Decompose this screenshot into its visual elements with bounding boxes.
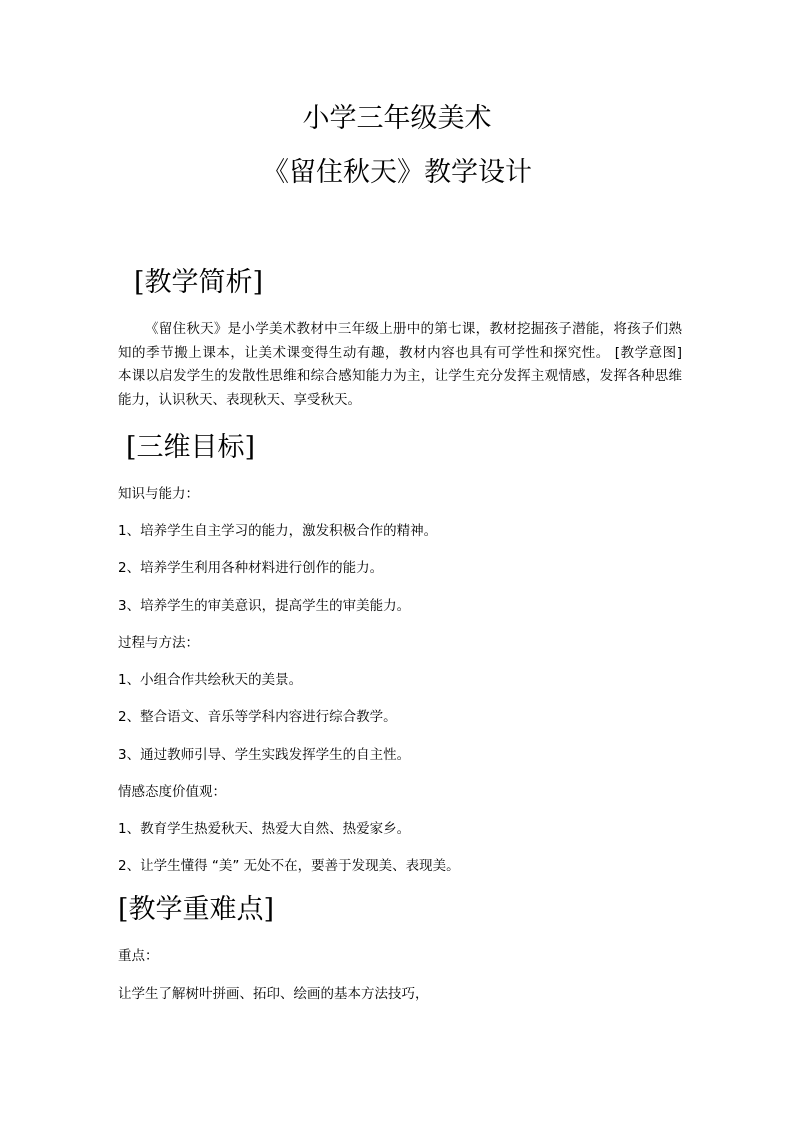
knowledge-item: 3、培养学生的审美意识，提高学生的审美能力。 <box>118 598 411 614</box>
section-heading-goals: [三维目标] <box>126 432 256 463</box>
document-title-grade: 小学三年级美术 <box>302 103 492 134</box>
knowledge-label: 知识与能力： <box>118 486 199 502</box>
emotion-label: 情感态度价值观： <box>118 784 226 800</box>
process-item: 3、通过教师引导、学生实践发挥学生的自主性。 <box>118 747 411 763</box>
key-label: 重点： <box>118 948 159 964</box>
knowledge-item: 1、培养学生自主学习的能力，激发积极合作的精神。 <box>118 523 438 539</box>
emotion-item: 2、让学生懂得 “美” 无处不在，要善于发现美、表现美。 <box>118 858 460 874</box>
document-title-lesson: 《留住秋天》教学设计 <box>262 157 532 188</box>
section-heading-intro: [教学简析] <box>134 267 264 298</box>
intro-paragraph: 《留住秋天》是小学美术教材中三年级上册中的第七课，教材挖掘孩子潜能，将孩子们熟知的季节搬上课本，让美术课变得生动有趣，教材内容也具有可学性和探究性。 [教学意图] 本课以启发学生的发散性思维和综合感知能力为主，让学生充分发挥主观情感，发挥各种思维能力，认识秋天、表现秋天、享受秋天。 <box>118 321 696 408</box>
emotion-item: 1、教育学生热爱秋天、热爱大自然、热爱家乡。 <box>118 821 411 837</box>
process-item: 1、小组合作共绘秋天的美景。 <box>118 672 303 688</box>
knowledge-item: 2、培养学生利用各种材料进行创作的能力。 <box>118 560 384 576</box>
key-text: 让学生了解树叶拼画、拓印、绘画的基本方法技巧， <box>118 986 429 1002</box>
process-label: 过程与方法： <box>118 635 199 651</box>
section-heading-key-points: [教学重难点] <box>118 894 275 925</box>
process-item: 2、整合语文、音乐等学科内容进行综合教学。 <box>118 709 397 725</box>
